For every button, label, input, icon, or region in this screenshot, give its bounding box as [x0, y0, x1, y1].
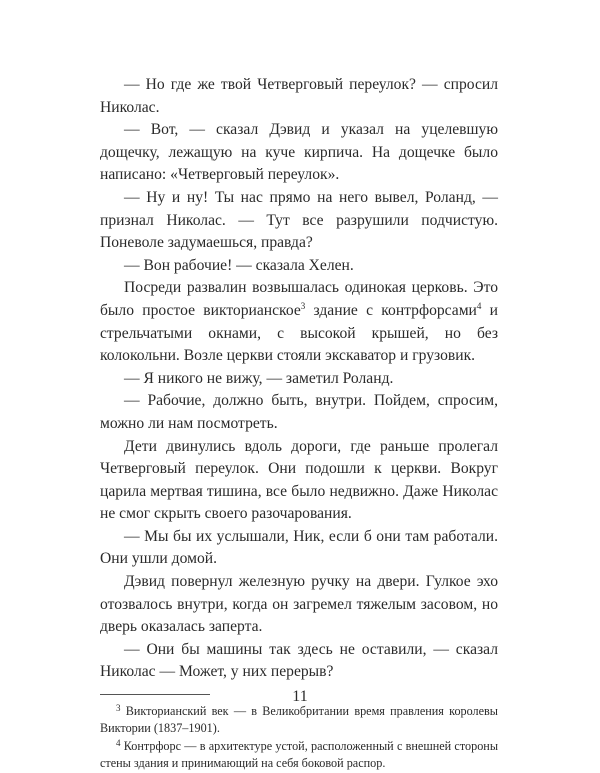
footnote-ref-3[interactable]: 3	[300, 300, 306, 311]
paragraph: — Вон рабочие! — сказала Хелен.	[124, 256, 354, 274]
paragraph: — Ну и ну! Ты нас прямо на него вывел, Роланд, — признал Николас. — Тут все разрушили подчистую. Поневоле задумаешься, правда?	[100, 188, 498, 252]
page-number: 11	[292, 688, 308, 705]
main-text	[100, 74, 498, 684]
footnote-number: 4	[116, 737, 121, 748]
footnote-4	[100, 738, 498, 773]
page-content	[100, 74, 498, 773]
paragraph: — Рабочие, должно быть, внутри. Пойдем, спросим, можно ли нам посмотреть.	[100, 392, 498, 432]
paragraph-text: и стрельчатыми окнами, с высокой крышей, но без колокольни. Возле церкви стояли экскаватор и грузовик.	[100, 301, 498, 365]
footnote-text: Викторианский век — в Великобритании время правления королевы Виктории (1837–1901).	[100, 704, 498, 736]
footnote-number: 3	[116, 703, 121, 714]
footnote-ref-4[interactable]: 4	[476, 300, 482, 311]
footnote-3	[100, 703, 498, 738]
paragraph: — Вот, — сказал Дэвид и указал на уцелевшую дощечку, лежащую на куче кирпича. На дощечке было написано: «Четверговый переулок».	[100, 121, 498, 184]
paragraph: — Но где же твой Четверговый переулок? — спросил Николас.	[100, 76, 498, 116]
paragraph: — Мы бы их услышали, Ник, если б они там работали. Они ушли домой.	[100, 527, 498, 568]
paragraph: — Они бы машины так здесь не оставили, — сказал Николас — Может, у них перерыв?	[100, 640, 498, 681]
paragraph: Дэвид повернул железную ручку на двери. Гулкое эхо отозвалось внутри, когда он загремел тяжелым засовом, но дверь оказалась заперта.	[100, 573, 498, 636]
footnotes	[100, 703, 498, 773]
paragraph-text: здание с контрфорсами	[305, 301, 477, 319]
paragraph-text: Посреди развалин возвышалась одинокая церковь. Это было простое викторианское	[100, 279, 498, 319]
footnote-text: Контрфорс — в архитектуре устой, расположенный с внешней стороны стены здания и принимающий на себя боковой распор.	[100, 738, 499, 771]
paragraph-church	[100, 277, 498, 367]
paragraph: Дети двинулись вдоль дороги, где раньше пролегал Четверговый переулок. Они подошли к церкви. Вокруг царила мертвая тишина, все было недвижно. Даже Николас не смог скрыть своего разочарования.	[100, 437, 498, 523]
paragraph: — Я никого не вижу, — заметил Роланд.	[124, 369, 394, 387]
